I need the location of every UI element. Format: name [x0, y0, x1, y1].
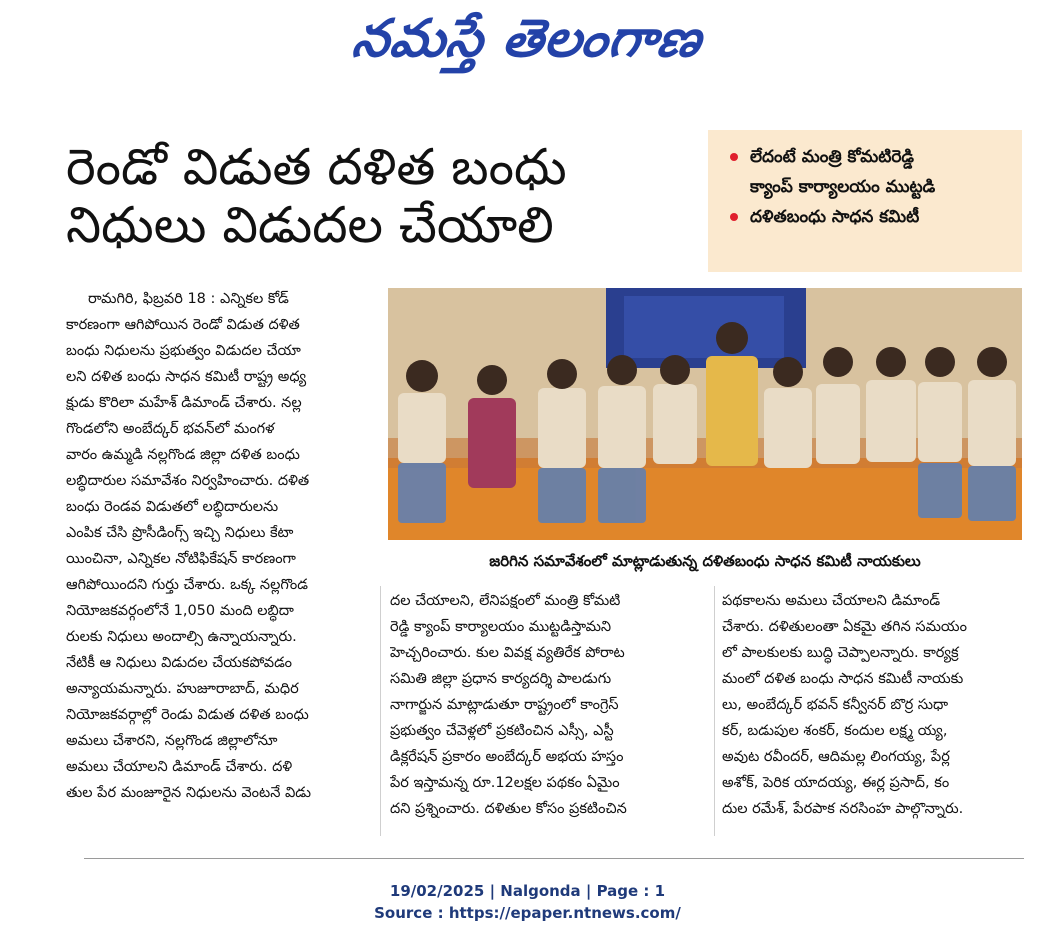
newspaper-logo: నమస్తే తెలంగాణ — [348, 9, 707, 69]
article-text-line: దుల రమేశ్, పేరపాక నరసింహ పాల్గొన్నారు. — [722, 801, 964, 817]
article-text-line: తుల పేర మంజూరైన నిధులను వెంటనే విడు — [66, 785, 312, 801]
article-text-line: పథకాలను అమలు చేయాలని డిమాండ్ — [722, 593, 941, 609]
article-text-line: డిక్లరేషన్ ప్రకారం అంబేద్కర్ అభయ హస్తం — [390, 749, 624, 765]
article-text-line: క్షుడు కొరిలా మహేశ్ డిమాండ్ చేశారు. నల్ల — [66, 395, 302, 411]
article-text-line: లు, అంబేద్కర్ భవన్ కన్వీనర్ బొర్ర సుధా — [722, 697, 949, 713]
article-text-line: కారణంగా ఆగిపోయిన రెండో విడుత దళిత — [66, 317, 300, 333]
source-link[interactable]: Source : https://epaper.ntnews.com/ — [374, 904, 681, 922]
article-text-line: చేశారు. దళితులంతా ఏకమై తగిన సమయం — [722, 619, 967, 635]
article-text-line: లో పాలకులకు బుద్ధి చెప్పాలన్నారు. కార్యక్ర — [722, 645, 959, 661]
article-text-line: ఎంపిక చేసి ప్రొసీడింగ్స్ ఇచ్చి నిధులు కేటా — [66, 525, 294, 541]
article-text-line: బంధు నిధులను ప్రభుత్వం విడుదల చేయా — [66, 343, 301, 359]
article-text-line: హెచ్చరించారు. కుల వివక్ష వ్యతిరేక పోరాట — [390, 645, 625, 661]
article-text-line: పేర ఇస్తామన్న రూ.12లక్షల పథకం ఏమైం — [390, 775, 620, 791]
article-text-line: రామగిరి, ఫిబ్రవరి 18 : ఎన్నికల కోడ్ — [88, 291, 289, 307]
headline-line-1: రెండో విడుత దళిత బంధు — [66, 138, 567, 196]
article-text-line: యించినా, ఎన్నికల నోటిఫికేషన్ కారణంగా — [66, 551, 296, 567]
article-text-line: కర్, బడుపుల శంకర్, కందుల లక్ష్మ య్య, — [722, 723, 948, 739]
article-text-line: లని దళిత బంధు సాధన కమిటీ రాష్ట్ర అధ్య — [66, 369, 307, 385]
page-footer — [0, 880, 1055, 924]
article-text-line: గొండలోని అంబేద్కర్ భవన్‌లో మంగళ — [66, 421, 275, 437]
highlight-item-2: దళితబంధు సాధన కమిటీ — [728, 202, 1012, 232]
article-text-line: నియోజకవర్గాల్లో రెండు విడుత దళిత బంధు — [66, 707, 309, 723]
edition-info: 19/02/2025 | Nalgonda | Page : 1 — [389, 882, 666, 900]
meeting-photo-illustration — [388, 288, 1022, 540]
article-text-line: అమలు చేశారని, నల్లగొండ జిల్లాలోనూ — [66, 733, 278, 749]
highlights-box — [708, 130, 1022, 272]
column-divider — [380, 586, 381, 836]
article-text-line: నియోజకవర్గంలోనే 1,050 మంది లబ్ధిదా — [66, 603, 294, 619]
footer-divider — [84, 858, 1024, 859]
article-column-1 — [66, 286, 371, 806]
article-text-line: దల చేయాలని, లేనిపక్షంలో మంత్రి కోమటి — [390, 593, 621, 609]
article-text-line: వారం ఉమ్మడి నల్లగొండ జిల్లా దళిత బంధు — [66, 447, 300, 463]
article-text-line: రెడ్డి క్యాంప్ కార్యాలయం ముట్టడిస్తామని — [390, 619, 612, 635]
highlight-item-1: లేదంటే మంత్రి కోమటిరెడ్డి — [728, 142, 1012, 172]
photo-caption: జరిగిన సమావేశంలో మాట్లాడుతున్న దళితబంధు సాధన కమిటీ నాయకులు — [388, 542, 1022, 580]
article-text-line: అవుట రవీందర్, ఆదిమల్ల లింగయ్య, పేర్ల — [722, 749, 950, 765]
headline-line-2: నిధులు విడుదల చేయాలి — [66, 196, 554, 254]
article-text-line: లబ్ధిదారుల సమావేశం నిర్వహించారు. దళిత — [66, 473, 310, 489]
article-text-line: దని ప్రశ్నించారు. దళితుల కోసం ప్రకటించిన — [390, 801, 627, 817]
article-text-line: రులకు నిధులు అందాల్సి ఉన్నాయన్నారు. — [66, 629, 297, 645]
article-text-line: నేటికీ ఆ నిధులు విడుదల చేయకపోవడం — [66, 655, 292, 671]
article-text-line: నాగార్జున మాట్లాడుతూ రాష్ట్రంలో కాంగ్రెస్ — [390, 697, 619, 713]
article-text-line: మంలో దళిత బంధు సాధన కమిటీ నాయకు — [722, 671, 964, 687]
masthead — [0, 6, 1055, 76]
article-headline — [66, 138, 696, 254]
article-column-2 — [390, 588, 705, 822]
highlight-item-1-continued: క్యాంప్ కార్యాలయం ముట్టడి — [750, 177, 936, 197]
article-photo — [388, 288, 1022, 540]
article-text-line: బంధు రెండవ విడుతలో లబ్ధిదారులను — [66, 499, 279, 515]
article-text-line: సమితి జిల్లా ప్రధాన కార్యదర్శి పాలడుగు — [390, 671, 612, 687]
article-text-line: ఆగిపోయిందని గుర్తు చేశారు. ఒక్క నల్లగొండ — [66, 577, 308, 593]
article-text-line: అశోక్, పెరిక యాదయ్య, ఈర్ల ప్రసాద్, కం — [722, 775, 950, 791]
column-divider — [714, 586, 715, 836]
article-text-line: అమలు చేయాలని డిమాండ్ చేశారు. దళి — [66, 759, 293, 775]
article-text-line: అన్యాయమన్నారు. హుజూరాబాద్, మధిర — [66, 681, 299, 697]
article-column-3 — [722, 588, 1022, 822]
article-text-line: ప్రభుత్వం చేవెళ్లలో ప్రకటించిన ఎస్సీ, ఎస్టీ — [390, 723, 614, 739]
